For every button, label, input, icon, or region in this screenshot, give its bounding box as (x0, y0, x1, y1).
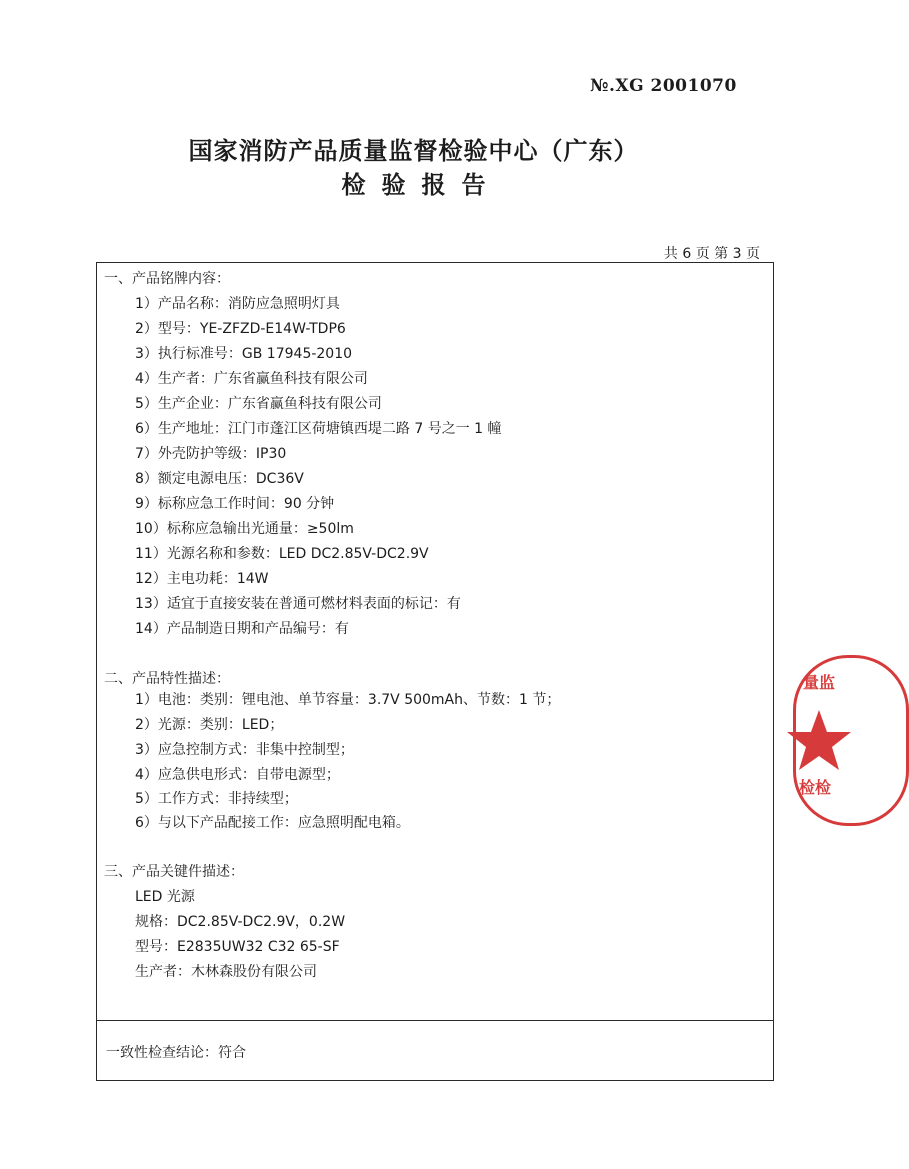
section1-item: 4）生产者：广东省赢鱼科技有限公司 (135, 371, 368, 387)
section2-item: 6）与以下产品配接工作：应急照明配电箱。 (135, 815, 410, 831)
section2-item: 5）工作方式：非持续型； (135, 791, 298, 807)
section2-item: 4）应急供电形式：自带电源型； (135, 767, 340, 783)
conclusion-text: 一致性检查结论：符合 (106, 1045, 246, 1061)
seal-star-icon (784, 708, 854, 774)
section1-item: 9）标称应急工作时间：90 分钟 (135, 496, 335, 512)
section2-heading: 二、产品特性描述： (104, 671, 230, 687)
section1-item: 3）执行标准号：GB 17945-2010 (135, 346, 353, 362)
section1-item: 12）主电功耗：14W (135, 571, 269, 587)
section1-item: 14）产品制造日期和产品编号：有 (135, 621, 349, 637)
section1-item: 7）外壳防护等级：IP30 (135, 446, 287, 462)
inspection-seal (793, 655, 909, 826)
section3-item: 型号：E2835UW32 C32 65-SF (135, 939, 340, 955)
section2-item: 1）电池：类别：锂电池、单节容量：3.7V 500mAh、节数：1 节； (135, 692, 561, 708)
report-number: №.XG 2001070 (590, 76, 737, 96)
section1-item: 8）额定电源电压：DC36V (135, 471, 304, 487)
conclusion-divider (96, 1020, 774, 1021)
section1-item: 10）标称应急输出光通量：≥50lm (135, 521, 354, 537)
seal-text-top: 量监 (803, 673, 836, 692)
section1-heading: 一、产品铭牌内容： (104, 271, 230, 287)
section3-item: LED 光源 (135, 889, 195, 905)
section1-item: 2）型号：YE-ZFZD-E14W-TDP6 (135, 321, 346, 337)
section1-item: 13）适宜于直接安装在普通可燃材料表面的标记：有 (135, 596, 461, 612)
section2-item: 2）光源：类别：LED； (135, 717, 284, 733)
page-count: 共 6 页 第 3 页 (663, 246, 760, 262)
report-title-type: 检验报告 (341, 170, 502, 199)
section3-heading: 三、产品关键件描述： (104, 864, 244, 880)
section1-item: 6）生产地址：江门市蓬江区荷塘镇西堤二路 7 号之一 1 幢 (135, 421, 502, 437)
section2-item: 3）应急控制方式：非集中控制型； (135, 742, 354, 758)
seal-text-bottom: 检检 (799, 778, 832, 797)
section1-item: 5）生产企业：广东省赢鱼科技有限公司 (135, 396, 382, 412)
section1-item: 11）光源名称和参数：LED DC2.85V-DC2.9V (135, 546, 429, 562)
section3-item: 规格：DC2.85V-DC2.9V，0.2W (135, 914, 346, 930)
section3-item: 生产者：木林森股份有限公司 (135, 964, 317, 980)
report-title-organization: 国家消防产品质量监督检验中心（广东） (188, 136, 639, 165)
section1-item: 1）产品名称：消防应急照明灯具 (135, 296, 340, 312)
